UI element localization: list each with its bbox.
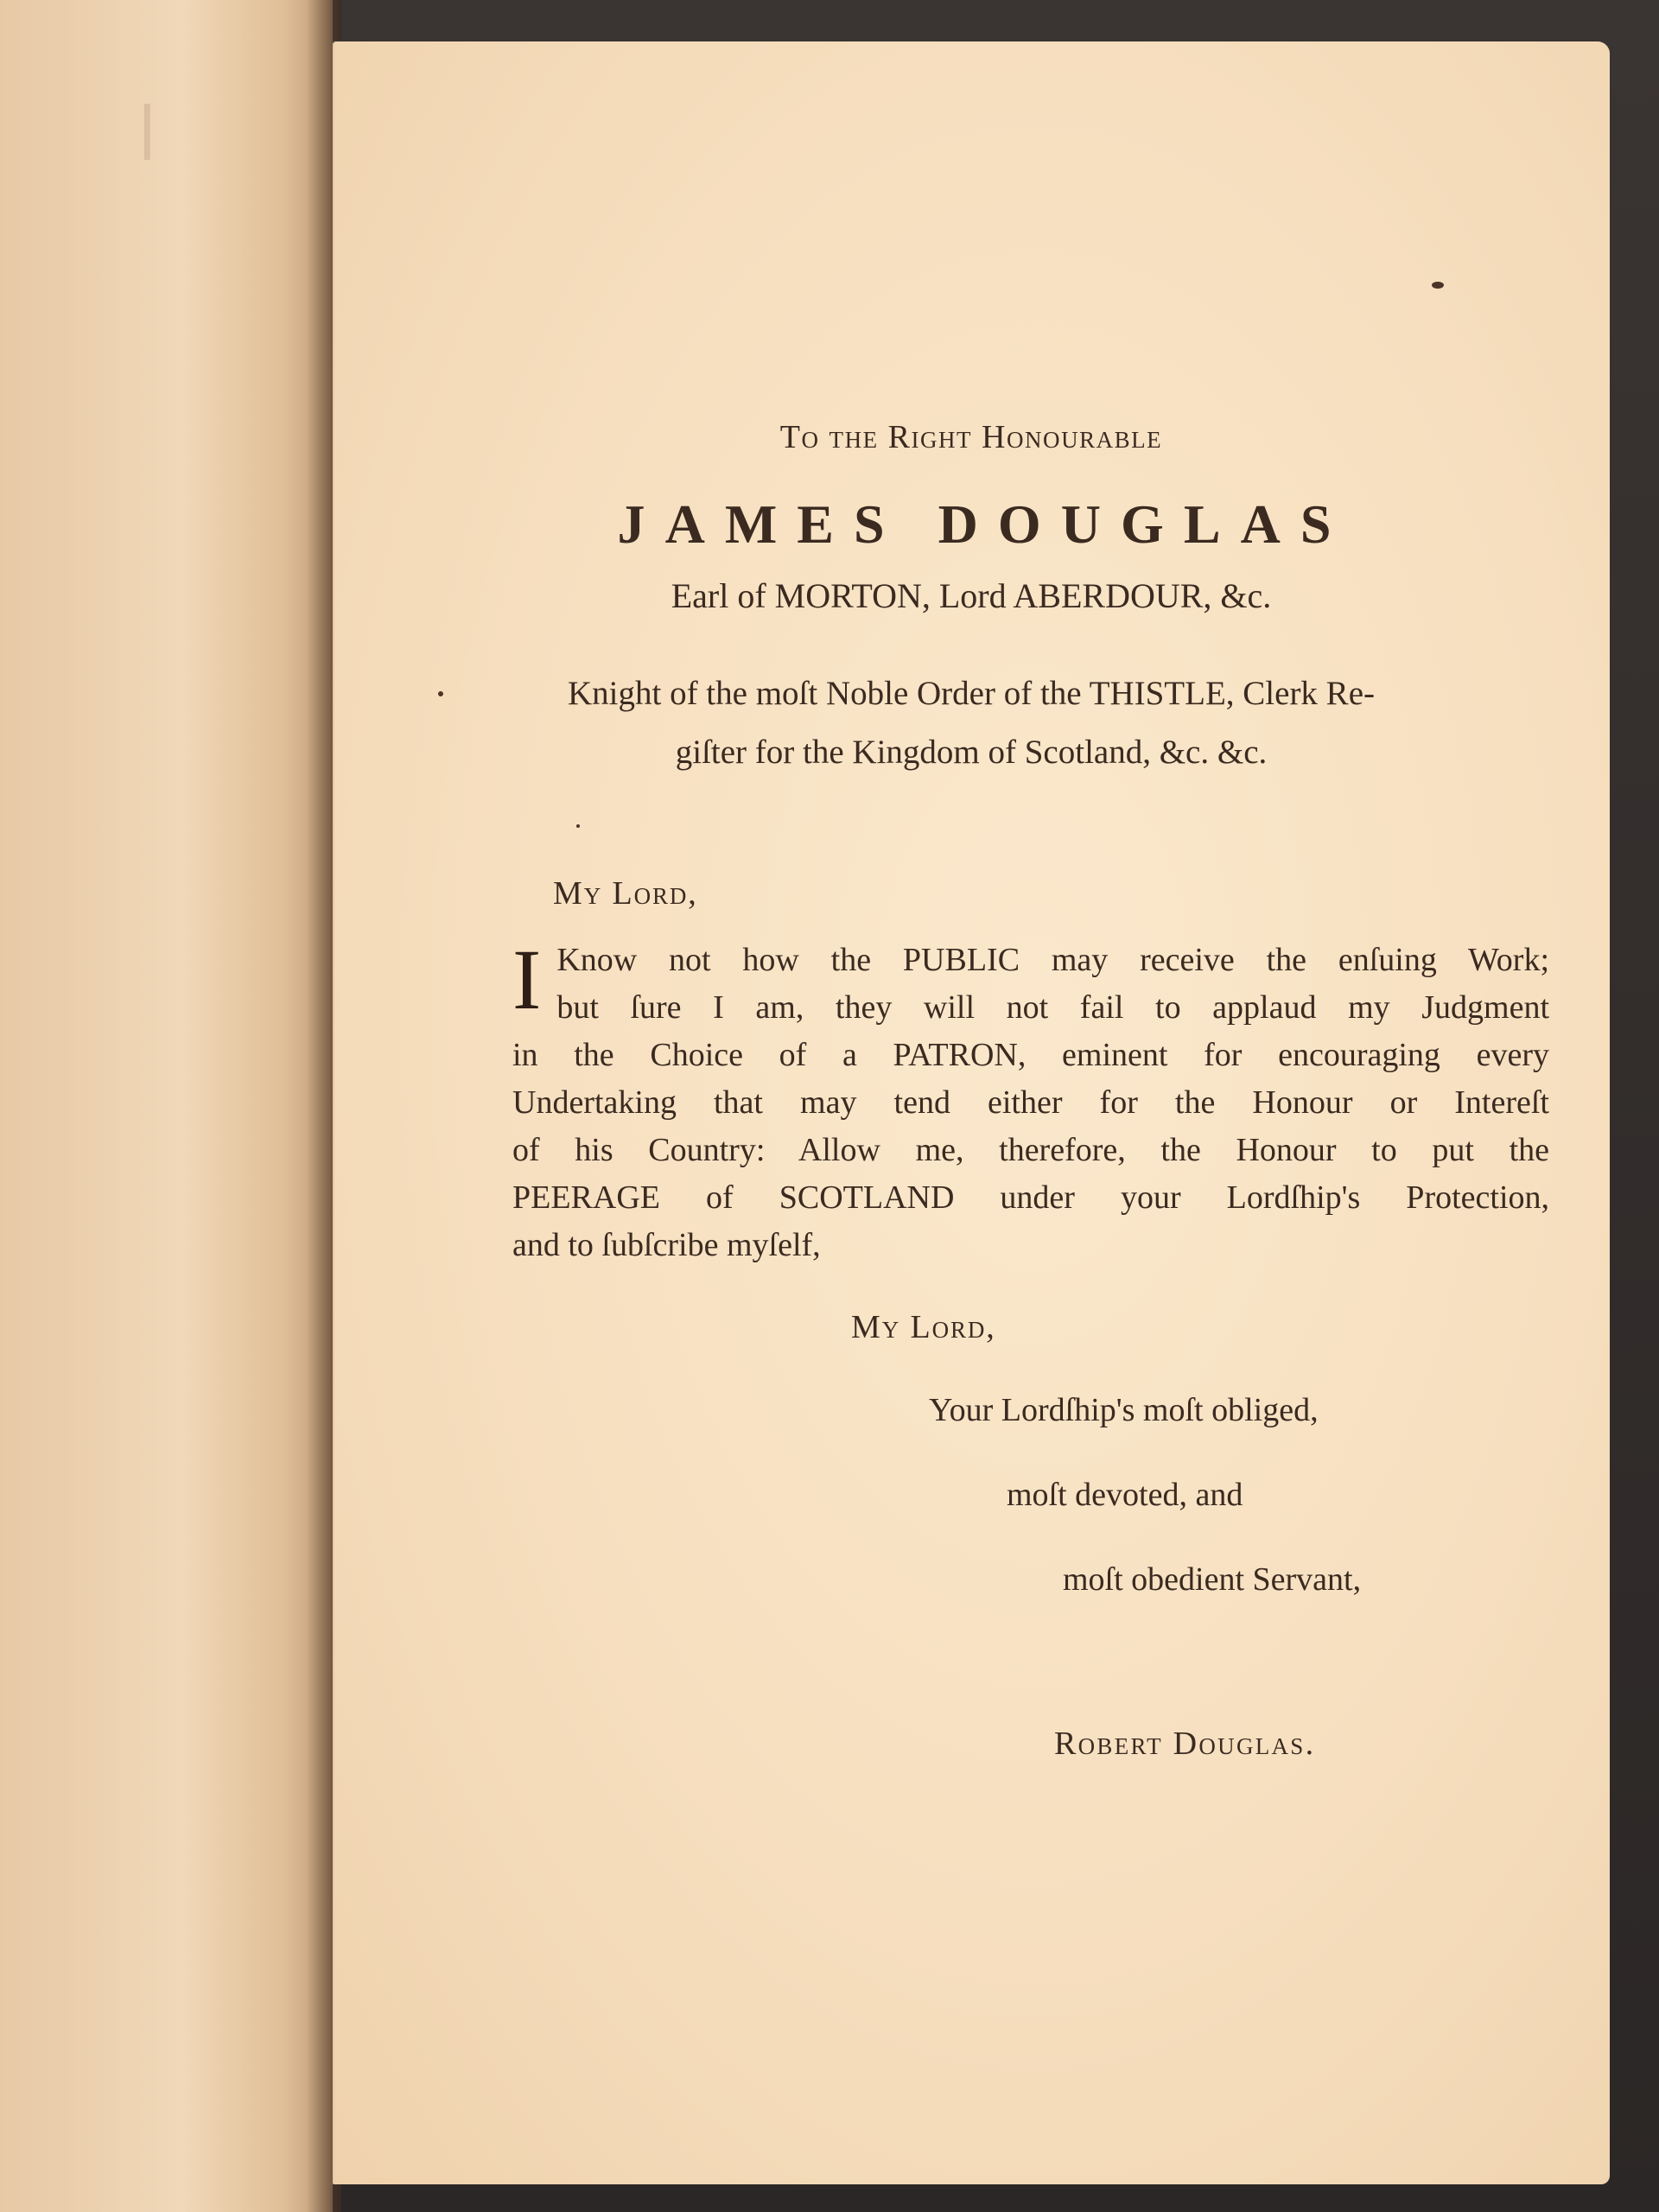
addressee-name: JAMES DOUGLAS xyxy=(617,493,1351,555)
dedication-page xyxy=(333,41,1610,2184)
body-line: and to ſubſcribe myſelf, xyxy=(512,1227,821,1263)
ink-speck xyxy=(438,691,443,696)
closing-line: moſt obedient Servant, xyxy=(1063,1561,1362,1598)
body-line: PEERAGE of SCOTLAND under your Lordſhip's Protection, xyxy=(512,1179,1549,1216)
addressee-titles: Earl of MORTON, Lord ABERDOUR, &c. xyxy=(671,576,1272,615)
body-line: in the Choice of a PATRON, eminent for encouraging every xyxy=(512,1037,1549,1073)
order-line-2: giſter for the Kingdom of Scotland, &c. &c. xyxy=(675,734,1268,771)
closing-salutation: My Lord, xyxy=(851,1309,996,1345)
left-facing-page xyxy=(0,0,333,2212)
closing-line: Your Lordſhip's moſt obliged, xyxy=(929,1392,1319,1428)
ink-speck xyxy=(1432,282,1444,289)
salutation: My Lord, xyxy=(553,875,698,912)
drop-cap: I xyxy=(512,931,542,1027)
letter-body xyxy=(512,931,1549,1269)
body-line: Know not how the PUBLIC may receive the enſuing Work; xyxy=(556,942,1549,978)
body-line: but ſure I am, they will not fail to applaud my Judgment xyxy=(556,989,1549,1026)
order-line-1: Knight of the moſt Noble Order of the THISTLE, Clerk Re- xyxy=(567,675,1375,712)
bleed-through-mark: ꟾ xyxy=(138,107,156,174)
body-line: Undertaking that may tend either for the Honour or Intereſt xyxy=(512,1084,1549,1121)
signature: Robert Douglas. xyxy=(1054,1726,1316,1762)
dedication-heading: To the Right Honourable xyxy=(779,419,1163,455)
body-line: of his Country: Allow me, therefore, the Honour to put the xyxy=(512,1132,1549,1168)
closing-line: moſt devoted, and xyxy=(1007,1477,1243,1513)
ink-speck xyxy=(576,824,580,828)
